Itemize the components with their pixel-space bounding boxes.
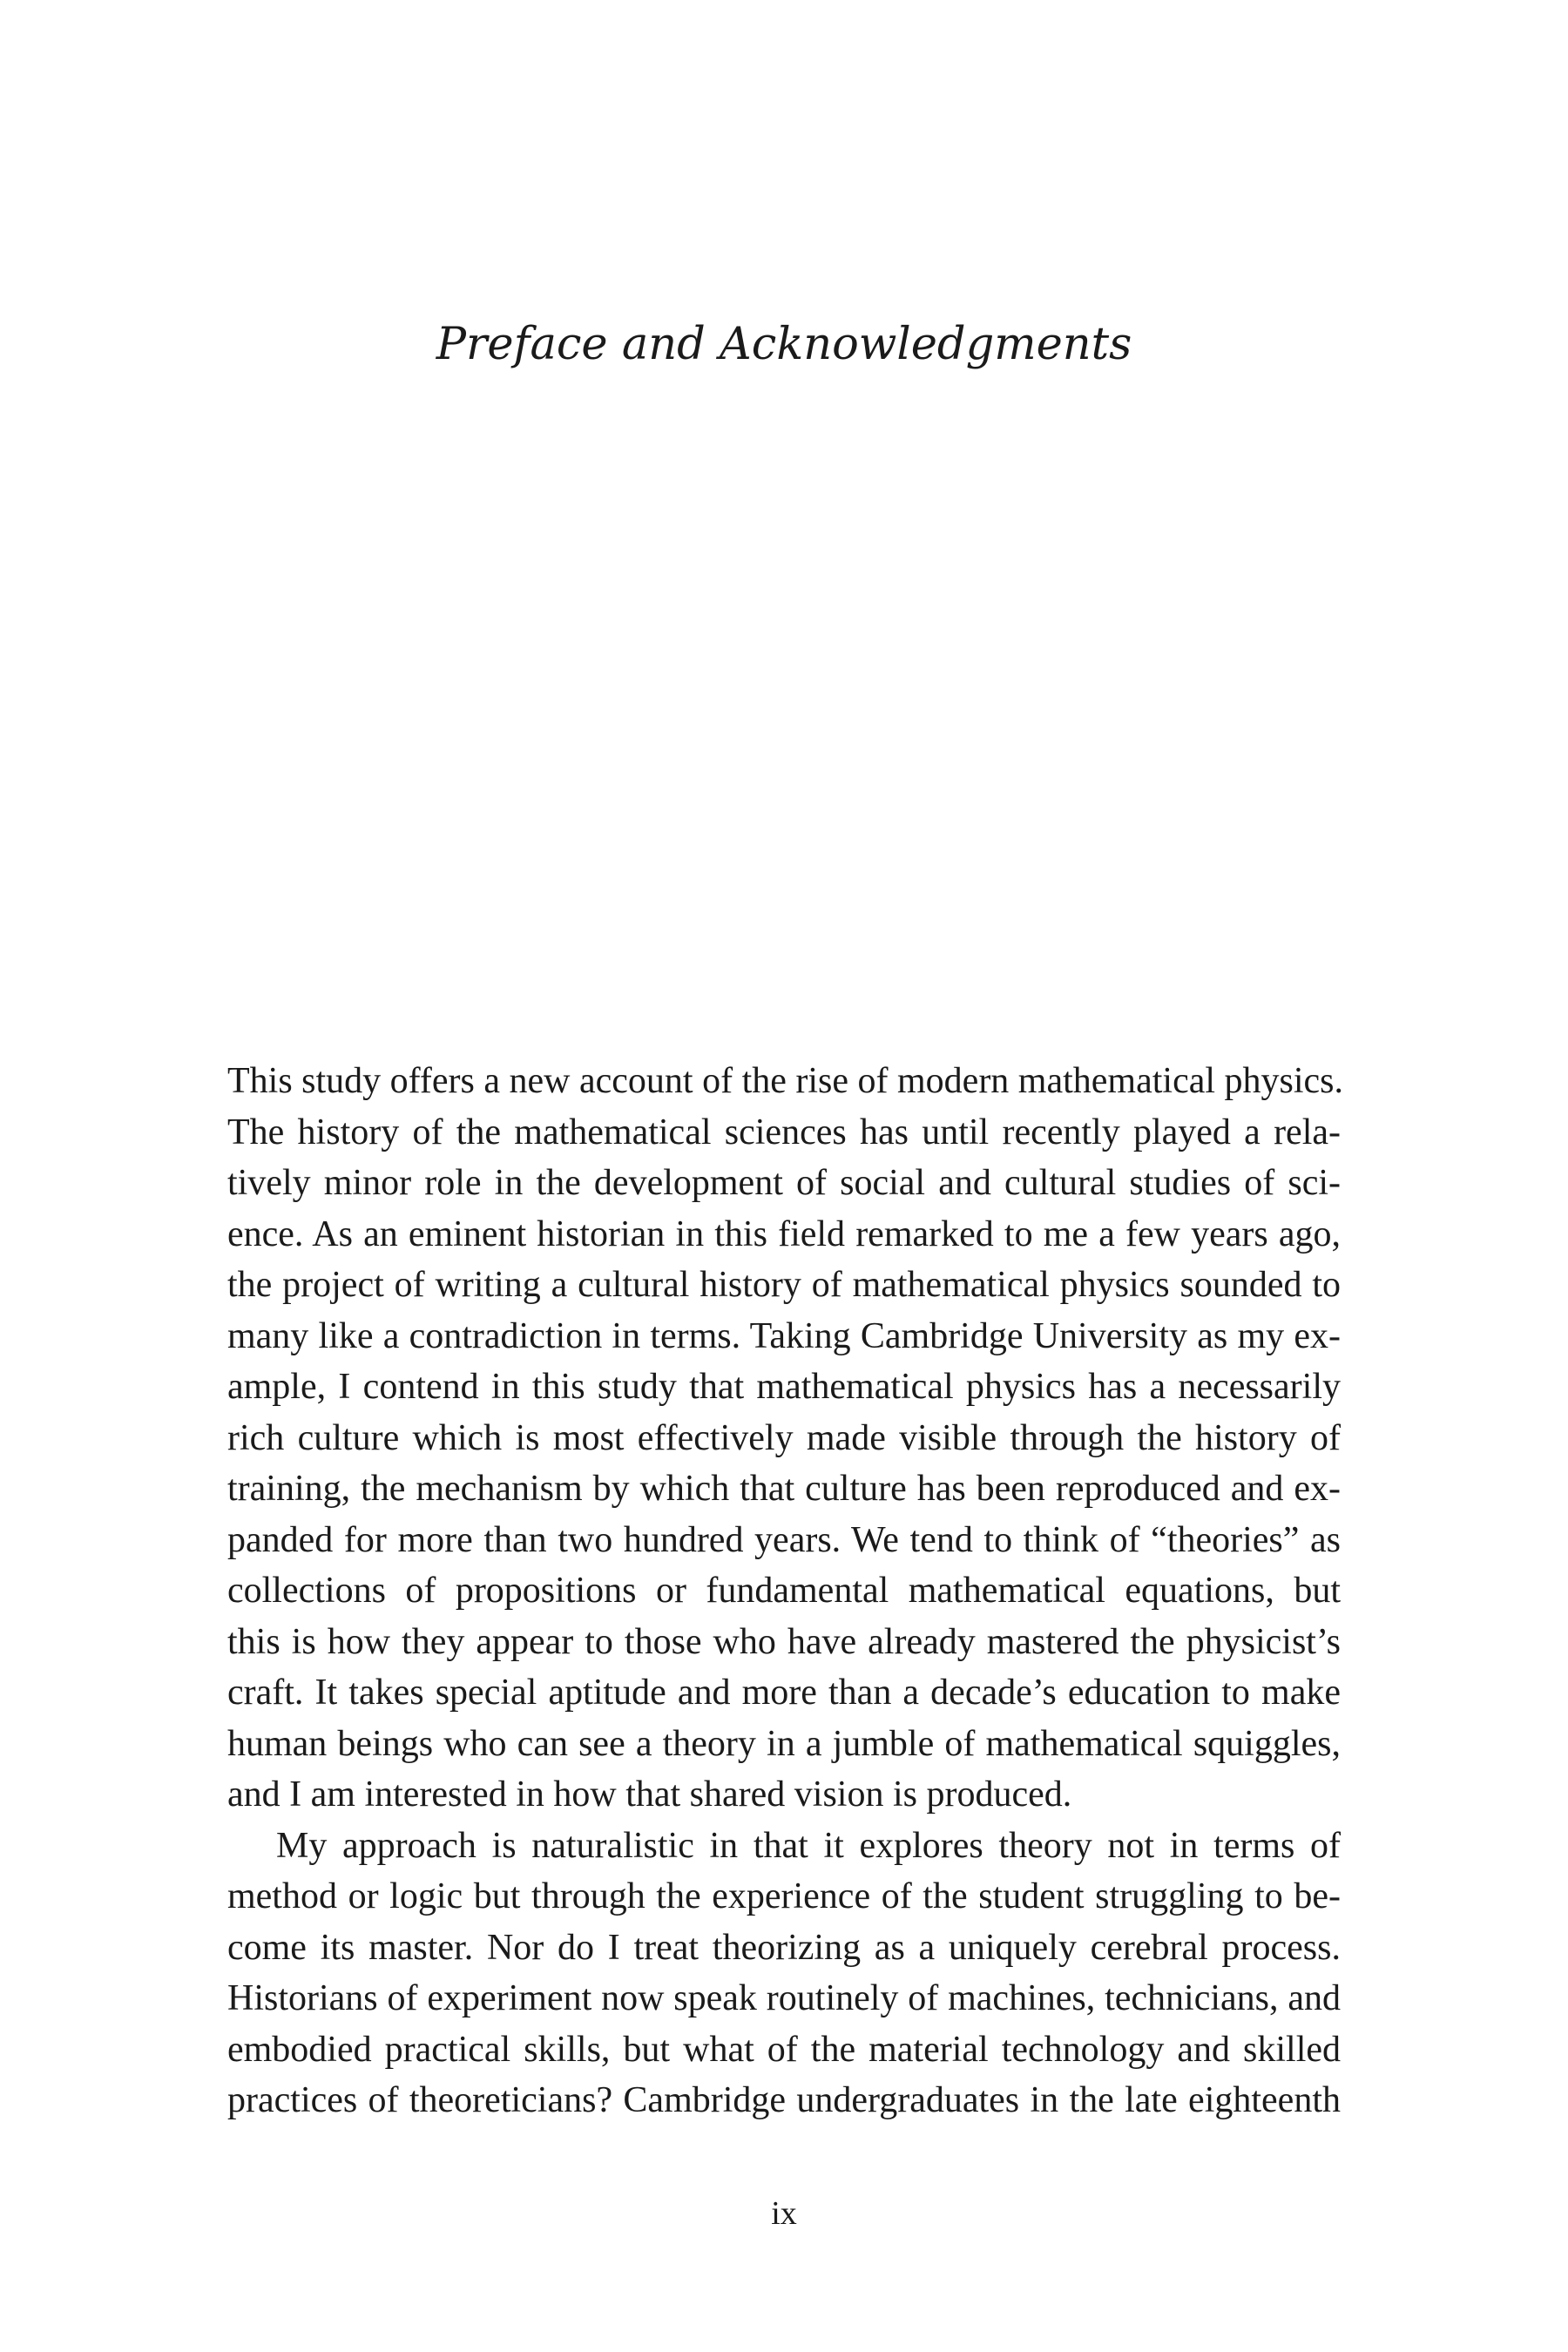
- body-text: [227, 1056, 1344, 2126]
- text-line: ample, I contend in this study that mathematical physics has a necessarily: [227, 1367, 1341, 1407]
- text-line: many like a contradiction in terms. Taking Cambridge University as my ex-: [227, 1315, 1341, 1356]
- text-line: tively minor role in the development of social and cultural studies of sci-: [227, 1163, 1341, 1203]
- text-line: practices of theoreticians? Cambridge undergraduates in the late eighteenth: [227, 2080, 1341, 2120]
- text-line: the project of writing a cultural history of mathematical physics sounded to: [227, 1265, 1341, 1305]
- text-line: human beings who can see a theory in a jumble of mathematical squiggles,: [227, 1723, 1341, 1764]
- page-title: Preface and Acknowledgments: [436, 319, 1132, 370]
- text-line: come its master. Nor do I treat theorizing as a uniquely cerebral process.: [227, 1927, 1341, 1968]
- text-line: panded for more than two hundred years. We tend to think of “theories” as: [227, 1519, 1341, 1560]
- text-line: embodied practical skills, but what of the material technology and skilled: [227, 2029, 1341, 2070]
- text-line: method or logic but through the experience of the student struggling to be-: [227, 1876, 1341, 1916]
- text-line: rich culture which is most effectively made visible through the history of: [227, 1417, 1341, 1458]
- text-line: The history of the mathematical sciences has until recently played a rela-: [227, 1112, 1341, 1152]
- text-line: and I am interested in how that shared vision is produced.: [227, 1774, 1072, 1815]
- text-line: this is how they appear to those who have already mastered the physicist’s: [227, 1621, 1341, 1662]
- text-line: ence. As an eminent historian in this field remarked to me a few years ago,: [227, 1213, 1341, 1254]
- text-line: Historians of experiment now speak routinely of machines, technicians, and: [227, 1978, 1341, 2018]
- text-line: collections of propositions or fundamental mathematical equations, but: [227, 1571, 1341, 1611]
- text-line: My approach is naturalistic in that it explores theory not in terms of: [276, 1825, 1341, 1866]
- page-number: ix: [771, 2195, 797, 2232]
- text-line: training, the mechanism by which that culture has been reproduced and ex-: [227, 1469, 1341, 1509]
- text-line: craft. It takes special aptitude and more than a decade’s education to make: [227, 1673, 1341, 1713]
- text-line: This study offers a new account of the rise of modern mathematical physics.: [227, 1061, 1344, 1101]
